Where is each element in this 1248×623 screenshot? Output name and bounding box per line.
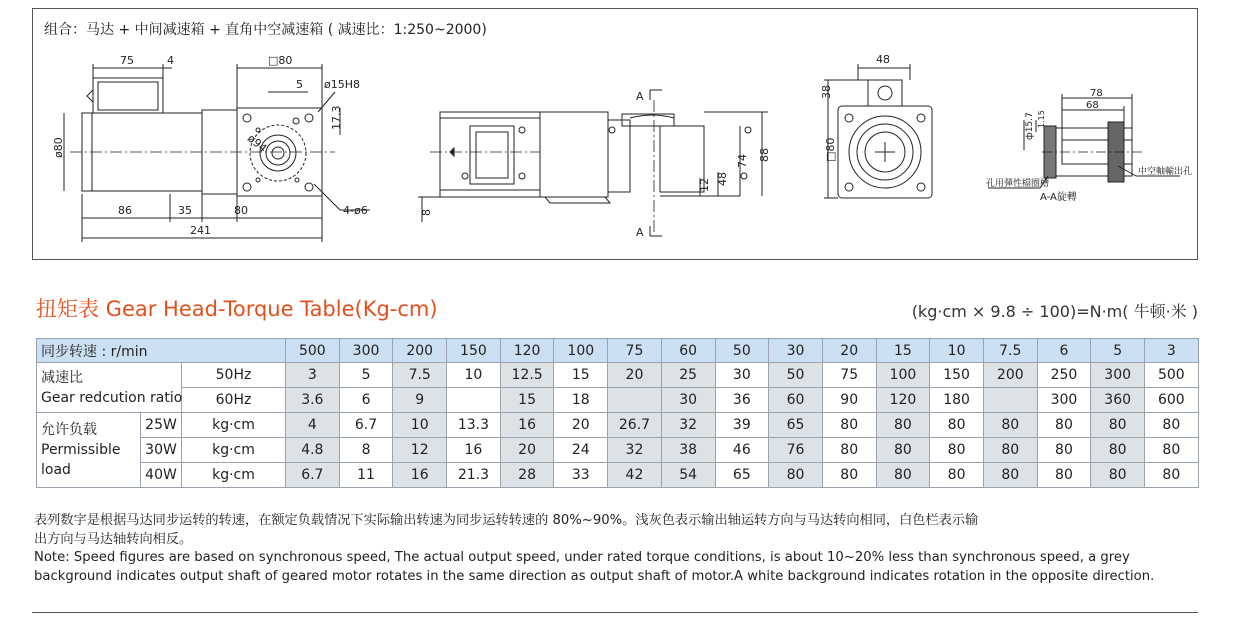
ratio-50hz-cell: 10 (447, 363, 501, 388)
hz-50-label: 50Hz (182, 363, 286, 388)
ratio-60hz-cell: 9 (393, 388, 447, 413)
note-en-line2: background indicates output shaft of geared motor rotates in the same direction as output shaft of motor.A white background indicates rotation in the opposite direction. (34, 568, 1155, 584)
ratio-50hz-cell: 50 (769, 363, 823, 388)
ratio-60hz-cell: 6 (339, 388, 393, 413)
load-40w-cell: 28 (500, 463, 554, 488)
dim-phi15-7: ф15.7 (1025, 112, 1035, 140)
load-30w-cell: 8 (339, 438, 393, 463)
load-25w-cell: 80 (876, 413, 930, 438)
dim-1-15: 1.15 (1037, 110, 1046, 128)
watt-30: 30W (141, 438, 182, 463)
speed-cell: 300 (339, 339, 393, 363)
load-40w-row (37, 463, 1199, 488)
load-30w-row (37, 438, 1199, 463)
load-30w-cell: 4.8 (286, 438, 340, 463)
load-30w-cell: 80 (983, 438, 1037, 463)
ratio-label (37, 363, 182, 413)
ratio-50hz-cell: 250 (1037, 363, 1091, 388)
ratio-50hz-cell: 3 (286, 363, 340, 388)
load-label (37, 413, 141, 488)
load-30w-cell: 80 (876, 438, 930, 463)
watt-25: 25W (141, 413, 182, 438)
watt-40: 40W (141, 463, 182, 488)
speed-cell: 500 (286, 339, 340, 363)
front-section-view (418, 90, 768, 236)
speed-cell: 75 (608, 339, 662, 363)
ratio-50hz-cell: 12.5 (500, 363, 554, 388)
speed-cell: 120 (500, 339, 554, 363)
load-25w-cell: 80 (1145, 413, 1199, 438)
dim-phi94: ø94 (245, 131, 270, 156)
dim-12: 12 (698, 178, 711, 192)
ratio-60hz-cell (983, 388, 1037, 413)
load-40w-cell: 16 (393, 463, 447, 488)
dim-sq80-end: □80 (824, 137, 837, 162)
load-25w-cell: 65 (769, 413, 823, 438)
load-40w-cell: 21.3 (447, 463, 501, 488)
ratio-60hz-row (37, 388, 1199, 413)
load-40w-cell: 80 (876, 463, 930, 488)
dim-86: 86 (118, 204, 132, 217)
label-section-a-a: A-A旋轉 (1040, 192, 1077, 203)
load-40w-cell: 80 (1037, 463, 1091, 488)
hz-60-label: 60Hz (182, 388, 286, 413)
load-30w-cell: 80 (1091, 438, 1145, 463)
note-en-line1: Note: Speed figures are based on synchronous speed, The actual output speed, under rated torque conditions, is about 10~20% less than synchronous speed, a grey (34, 550, 1130, 565)
ratio-60hz-cell: 15 (500, 388, 554, 413)
dim-phi15h8: ø15H8 (324, 78, 360, 91)
dim-241: 241 (190, 224, 211, 237)
dim-4-phi6: 4-ø6 (343, 204, 368, 217)
ratio-50hz-cell: 25 (661, 363, 715, 388)
load-25w-cell: 4 (286, 413, 340, 438)
ratio-50hz-cell: 300 (1091, 363, 1145, 388)
load-label-en2: load (41, 462, 71, 478)
ratio-60hz-cell: 36 (715, 388, 769, 413)
bottom-rule (32, 612, 1198, 613)
load-40w-cell: 33 (554, 463, 608, 488)
dim-sq80: □80 (268, 54, 293, 67)
dim-8: 8 (420, 209, 433, 216)
load-30w-cell: 46 (715, 438, 769, 463)
dim-4: 4 (167, 54, 174, 67)
torque-table-title: 扭矩表 Gear Head-Torque Table(Kg-cm) (36, 297, 438, 321)
load-25w-cell: 32 (661, 413, 715, 438)
ratio-60hz-cell: 120 (876, 388, 930, 413)
unit-30: kg·cm (182, 438, 286, 463)
speed-cell: 7.5 (983, 339, 1037, 363)
ratio-60hz-cell (608, 388, 662, 413)
load-25w-cell: 26.7 (608, 413, 662, 438)
dim-38: 38 (820, 85, 833, 99)
load-25w-cell: 80 (983, 413, 1037, 438)
dim-35: 35 (178, 204, 192, 217)
unit-25: kg·cm (182, 413, 286, 438)
load-40w-cell: 42 (608, 463, 662, 488)
ratio-60hz-cell: 300 (1037, 388, 1091, 413)
load-25w-cell: 80 (1091, 413, 1145, 438)
ratio-label-en: Gear redcution ratio (41, 389, 183, 406)
load-25w-cell: 16 (500, 413, 554, 438)
note-cn-line1: 表列数字是根据马达同步运转的转速，在额定负载情况下实际输出转速为同步运转转速的 80%~90%。浅灰色表示输出轴运转方向与马达转向相同，白色栏表示输 (34, 513, 979, 528)
ratio-60hz-cell: 90 (822, 388, 876, 413)
speed-cell: 50 (715, 339, 769, 363)
ratio-50hz-cell: 7.5 (393, 363, 447, 388)
load-30w-cell: 20 (500, 438, 554, 463)
load-30w-cell: 80 (1145, 438, 1199, 463)
load-label-cn: 允许负载 (41, 422, 97, 438)
ratio-50hz-cell: 150 (930, 363, 984, 388)
load-25w-cell: 80 (930, 413, 984, 438)
speed-cell: 6 (1037, 339, 1091, 363)
dim-74: 74 (736, 154, 749, 168)
load-30w-cell: 24 (554, 438, 608, 463)
note-cn-line2: 出方向与马达轴转向相反。 (34, 531, 193, 547)
load-25w-cell: 13.3 (447, 413, 501, 438)
ratio-50hz-cell: 100 (876, 363, 930, 388)
speed-cell: 15 (876, 339, 930, 363)
speed-cell: 100 (554, 339, 608, 363)
ratio-50hz-cell: 5 (339, 363, 393, 388)
load-25w-cell: 80 (1037, 413, 1091, 438)
unit-conversion-note: (kg·cm × 9.8 ÷ 100)=N·m( 牛顿·米 ) (911, 302, 1198, 321)
load-40w-cell: 80 (930, 463, 984, 488)
load-40w-cell: 65 (715, 463, 769, 488)
torque-table (36, 338, 1199, 488)
dim-80: 80 (234, 204, 248, 217)
dim-68: 68 (1086, 100, 1099, 111)
load-25w-cell: 80 (822, 413, 876, 438)
load-30w-cell: 80 (930, 438, 984, 463)
load-40w-cell: 11 (339, 463, 393, 488)
ratio-50hz-cell: 30 (715, 363, 769, 388)
load-label-en1: Permissible (41, 442, 121, 458)
dim-48-top: 48 (876, 53, 890, 66)
technical-drawing (0, 0, 1248, 270)
ratio-50hz-row (37, 363, 1199, 388)
ratio-60hz-cell (447, 388, 501, 413)
speed-header-row (37, 339, 1199, 363)
notes (34, 512, 1204, 586)
load-30w-cell: 16 (447, 438, 501, 463)
load-25w-cell: 6.7 (339, 413, 393, 438)
ratio-60hz-cell: 30 (661, 388, 715, 413)
ratio-label-cn: 减速比 (41, 369, 83, 386)
ratio-60hz-cell: 3.6 (286, 388, 340, 413)
ratio-50hz-cell: 200 (983, 363, 1037, 388)
label-retaining-ring-groove: 孔用彈性檔圈槽 (986, 179, 1050, 189)
ratio-50hz-cell: 20 (608, 363, 662, 388)
section-a-top-label: A (636, 90, 644, 103)
load-25w-cell: 39 (715, 413, 769, 438)
ratio-60hz-cell: 18 (554, 388, 608, 413)
load-30w-cell: 80 (822, 438, 876, 463)
speed-cell: 60 (661, 339, 715, 363)
ratio-50hz-cell: 75 (822, 363, 876, 388)
speed-cell: 200 (393, 339, 447, 363)
load-40w-cell: 80 (1145, 463, 1199, 488)
speed-cell: 5 (1091, 339, 1145, 363)
combination-caption: 组合：马达 + 中间减速箱 + 直角中空减速箱 ( 减速比：1:250~2000) (44, 22, 487, 38)
speed-cell: 20 (822, 339, 876, 363)
speed-cell: 30 (769, 339, 823, 363)
dim-88: 88 (758, 148, 771, 162)
load-40w-cell: 80 (822, 463, 876, 488)
ratio-60hz-cell: 60 (769, 388, 823, 413)
load-30w-cell: 76 (769, 438, 823, 463)
speed-cell: 10 (930, 339, 984, 363)
load-40w-cell: 80 (983, 463, 1037, 488)
load-40w-cell: 6.7 (286, 463, 340, 488)
load-25w-cell: 20 (554, 413, 608, 438)
section-a-bottom-label: A (636, 226, 644, 239)
load-30w-cell: 32 (608, 438, 662, 463)
ratio-60hz-cell: 360 (1091, 388, 1145, 413)
dim-17-3: 17.3 (330, 105, 343, 130)
load-40w-cell: 54 (661, 463, 715, 488)
dim-5: 5 (296, 78, 303, 91)
speed-header-label: 同步转速 : r/min (37, 339, 286, 363)
dim-phi80: ø80 (52, 137, 65, 158)
load-25w-cell: 10 (393, 413, 447, 438)
load-30w-cell: 80 (1037, 438, 1091, 463)
end-view (824, 64, 932, 198)
load-30w-cell: 12 (393, 438, 447, 463)
speed-cell: 3 (1145, 339, 1199, 363)
ratio-50hz-cell: 15 (554, 363, 608, 388)
dim-75: 75 (120, 54, 134, 67)
ratio-60hz-cell: 180 (930, 388, 984, 413)
load-30w-cell: 38 (661, 438, 715, 463)
dim-48: 48 (716, 172, 729, 186)
dim-78: 78 (1090, 88, 1103, 99)
ratio-50hz-cell: 500 (1145, 363, 1199, 388)
load-40w-cell: 80 (769, 463, 823, 488)
speed-cell: 150 (447, 339, 501, 363)
load-40w-cell: 80 (1091, 463, 1145, 488)
unit-40: kg·cm (182, 463, 286, 488)
label-hollow-shaft-hole: 中空軸輸出孔 (1138, 167, 1193, 177)
load-25w-row (37, 413, 1199, 438)
ratio-60hz-cell: 600 (1145, 388, 1199, 413)
